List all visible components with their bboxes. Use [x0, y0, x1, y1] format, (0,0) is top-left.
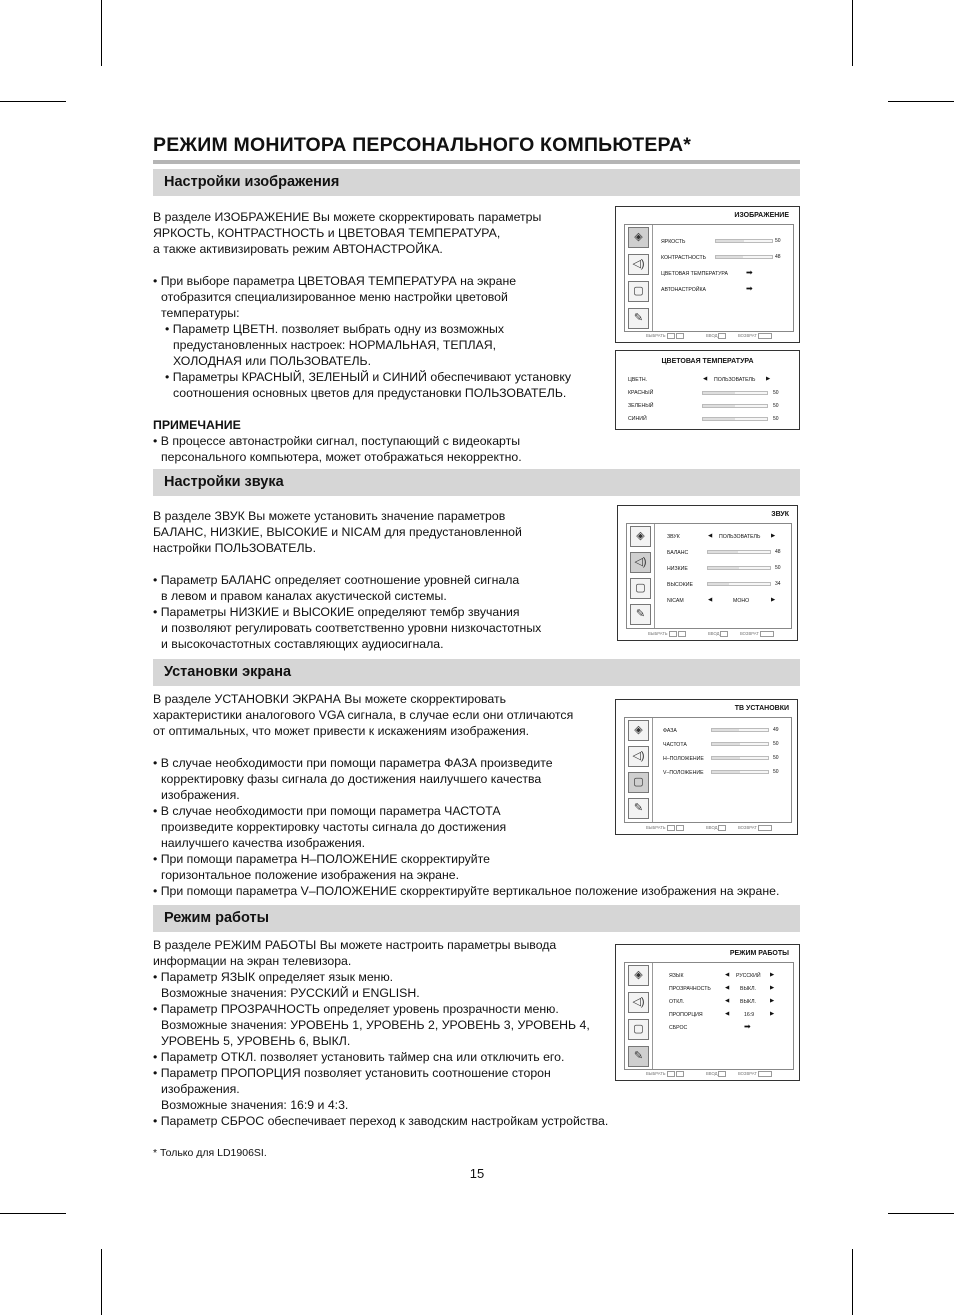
text-line: от оптимальных, что может привести к искажениям изображения.	[153, 724, 530, 738]
picture-icon: ◈	[628, 965, 649, 986]
text-line: • Параметр СБРОС обеспечивает переход к заводским настройкам устройства.	[153, 1114, 609, 1128]
osd-inner	[624, 717, 792, 823]
picture-icon: ◈	[628, 227, 649, 248]
balance-slider	[707, 550, 771, 554]
osd-tv-settings-menu	[615, 699, 798, 835]
osd-row-value: 16:9	[744, 1012, 755, 1018]
wrench-icon: ✎	[628, 1046, 649, 1067]
osd-title: РЕЖИМ РАБОТЫ	[729, 950, 789, 957]
left-arrow-icon: ◀	[725, 972, 730, 978]
text-line: произведите корректировку частоты сигнала до достижения	[161, 820, 507, 834]
osd-row-label: ПРОПОРЦИЯ	[669, 1012, 703, 1018]
crop-mark	[0, 101, 66, 102]
text-line: корректировку фазы сигнала до достижения наилучшего качества	[161, 772, 542, 786]
text-line: изображения.	[161, 788, 240, 802]
right-arrow-icon: ▶	[770, 998, 775, 1004]
left-arrow-icon: ◀	[725, 1011, 730, 1017]
osd-row-value: ВЫКЛ.	[740, 999, 756, 1005]
enter-arrow-icon: ➡	[746, 284, 753, 293]
osd-sound-menu	[617, 505, 798, 641]
text-line: и позволяют регулировать соответственно уровни низкочастотных	[161, 621, 542, 635]
footer-select: ВЫБРАТЬ	[646, 825, 684, 831]
osd-row-label: NICAM	[667, 598, 684, 604]
footer-back: ВОЗВРАТ	[738, 825, 772, 831]
text-line: в левом и правом каналах акустической системы.	[161, 589, 447, 603]
osd-title: ИЗОБРАЖЕНИЕ	[734, 212, 789, 219]
footer-back: ВОЗВРАТ	[738, 333, 772, 339]
right-arrow-icon: ▶	[770, 972, 775, 978]
osd-row-value: 50	[773, 755, 779, 761]
osd-row-label: КРАСНЫЙ	[628, 390, 654, 396]
speaker-icon: ◁)	[628, 254, 649, 275]
screen-icon: ▢	[628, 772, 649, 793]
enter-arrow-icon: ➡	[746, 268, 753, 277]
section-heading: Настройки звука	[164, 474, 284, 490]
osd-row-label: СИНИЙ	[628, 416, 647, 422]
crop-mark	[888, 1213, 954, 1214]
osd-row-value: ПОЛЬЗОВАТЕЛЬ	[714, 377, 756, 383]
osd-row-value: ВЫКЛ.	[740, 986, 756, 992]
text-line: горизонтальное положение изображения на экране.	[161, 868, 460, 882]
osd-row-label: НИЗКИЕ	[667, 566, 688, 572]
section-heading: Режим работы	[164, 910, 269, 926]
osd-image-menu	[615, 206, 800, 343]
text-line: Возможные значения: УРОВЕНЬ 1, УРОВЕНЬ 2, УРОВЕНЬ 3, УРОВЕНЬ 4,	[161, 1018, 590, 1032]
osd-row-value: 50	[775, 565, 781, 571]
h-position-slider	[711, 756, 769, 760]
text-line: отобразится специализированное меню настройки цветовой	[161, 290, 508, 304]
v-position-slider	[711, 770, 769, 774]
footer-enter: ВВОД	[706, 333, 726, 339]
osd-title: ТВ УСТАНОВКИ	[734, 705, 789, 712]
osd-row-label: ПРОЗРАЧНОСТЬ	[669, 986, 711, 992]
right-arrow-icon: ▶	[770, 985, 775, 991]
section-body-mode	[153, 937, 608, 1129]
osd-row-value: 50	[773, 390, 779, 396]
text-line: ЯРКОСТЬ, КОНТРАСТНОСТЬ и ЦВЕТОВАЯ ТЕМПЕРАТУРА,	[153, 226, 501, 240]
osd-colortemp-menu	[615, 350, 800, 430]
text-line: В разделе ИЗОБРАЖЕНИЕ Вы можете скорректировать параметры	[153, 210, 542, 224]
osd-row-value: МОНО	[733, 598, 750, 604]
text-line: температуры:	[161, 306, 240, 320]
speaker-icon: ◁)	[628, 992, 649, 1013]
wrench-icon: ✎	[628, 308, 649, 329]
footer-back: ВОЗВРАТ	[740, 631, 774, 637]
footer-enter: ВВОД	[706, 1071, 726, 1077]
left-arrow-icon: ◀	[708, 597, 713, 603]
text-line: • Параметры НИЗКИЕ и ВЫСОКИЕ определяют тембр звучания	[153, 605, 520, 619]
section-heading: Настройки изображения	[164, 174, 340, 190]
footnote: * Только для LD1906SI.	[153, 1147, 267, 1159]
osd-row-value: 50	[773, 769, 779, 775]
text-line: • Параметр БАЛАНС определяет соотношение уровней сигнала	[153, 573, 520, 587]
osd-row-value: 50	[773, 741, 779, 747]
osd-row-value: 48	[775, 549, 781, 555]
osd-icon-column	[625, 225, 653, 331]
text-line: наилучшего качества изображения.	[161, 836, 366, 850]
footer-select: ВЫБРАТЬ	[646, 1071, 684, 1077]
footer-enter: ВВОД	[706, 825, 726, 831]
text-line: персонального компьютера, может отображаться некорректно.	[161, 450, 522, 464]
text-line: предустановленных настроек: НОРМАЛЬНАЯ, ТЕПЛАЯ,	[173, 338, 497, 352]
footer-back: ВОЗВРАТ	[738, 1071, 772, 1077]
osd-mode-menu	[615, 944, 800, 1081]
osd-title: ЦВЕТОВАЯ ТЕМПЕРАТУРА	[661, 358, 754, 365]
osd-row-value: 34	[775, 581, 781, 587]
osd-row-label: ВЫСОКИЕ	[667, 582, 693, 588]
text-line: характеристики аналогового VGA сигнала, в случае если они отличаются	[153, 708, 574, 722]
text-line: • В случае необходимости при помощи параметра ЧАСТОТА	[153, 804, 501, 818]
osd-footer	[636, 333, 793, 340]
picture-icon: ◈	[630, 526, 651, 547]
osd-row-label: КОНТРАСТНОСТЬ	[661, 255, 707, 261]
osd-icon-column	[625, 718, 653, 822]
speaker-icon: ◁)	[628, 746, 649, 767]
text-line: Возможные значения: 16:9 и 4:3.	[161, 1098, 349, 1112]
text-line: • Параметры КРАСНЫЙ, ЗЕЛЕНЫЙ и СИНИЙ обеспечивают установку	[165, 370, 572, 384]
picture-icon: ◈	[628, 720, 649, 741]
speaker-icon: ◁)	[630, 552, 651, 573]
text-line: В разделе РЕЖИМ РАБОТЫ Вы можете настроить параметры вывода	[153, 938, 557, 952]
osd-row-label: V–ПОЛОЖЕНИЕ	[663, 770, 704, 776]
page-title: РЕЖИМ МОНИТОРА ПЕРСОНАЛЬНОГО КОМПЬЮТЕРА*	[153, 134, 692, 156]
bass-slider	[707, 566, 771, 570]
section-heading: Установки экрана	[164, 664, 292, 680]
text-line: • При помощи параметра V–ПОЛОЖЕНИЕ скорректируйте вертикальное положение изображения на экране.	[153, 884, 780, 898]
text-line: УРОВЕНЬ 5, УРОВЕНЬ 6, ВЫКЛ.	[161, 1034, 351, 1048]
osd-row-label: ЦВЕТОВАЯ ТЕМПЕРАТУРА	[661, 271, 729, 277]
footer-select: ВЫБРАТЬ	[646, 333, 684, 339]
screen-icon: ▢	[628, 1019, 649, 1040]
osd-row-label: АВТОНАСТРОЙКА	[661, 287, 706, 293]
osd-row-label: СБРОС	[669, 1025, 688, 1031]
footer-enter: ВВОД	[708, 631, 728, 637]
osd-row-value: 50	[775, 238, 781, 244]
osd-row-label: ОТКЛ.	[669, 999, 685, 1005]
text-line: настройки ПОЛЬЗОВАТЕЛЬ.	[153, 541, 317, 555]
text-line: соотношения основных цветов для предустановки ПОЛЬЗОВАТЕЛЬ.	[173, 386, 567, 400]
text-line: Возможные значения: РУССКИЙ и ENGLISH.	[161, 986, 420, 1000]
osd-row-value: 48	[775, 254, 781, 260]
osd-row-value: 49	[773, 727, 779, 733]
text-line: • При помощи параметра H–ПОЛОЖЕНИЕ скорректируйте	[153, 852, 490, 866]
osd-row-value: 50	[773, 403, 779, 409]
note-title: ПРИМЕЧАНИЕ	[153, 418, 241, 432]
osd-title: ЗВУК	[771, 511, 789, 518]
crop-mark	[101, 1249, 102, 1315]
crop-mark	[852, 0, 853, 66]
left-arrow-icon: ◀	[703, 376, 708, 382]
contrast-slider	[715, 255, 773, 259]
text-line: ХОЛОДНАЯ или ПОЛЬЗОВАТЕЛЬ.	[173, 354, 372, 368]
frequency-slider	[711, 742, 769, 746]
right-arrow-icon: ▶	[770, 1011, 775, 1017]
section-header-screen	[153, 659, 800, 686]
osd-row-label: ЗЕЛЕНЫЙ	[628, 403, 654, 409]
right-arrow-icon: ▶	[771, 533, 776, 539]
text-line: • Параметр ПРОПОРЦИЯ позволяет установить соотношение сторон	[153, 1066, 551, 1080]
left-arrow-icon: ◀	[708, 533, 713, 539]
section-header-image	[153, 169, 800, 196]
text-line: В разделе ЗВУК Вы можете установить значение параметров	[153, 509, 506, 523]
section-body-sound	[153, 508, 541, 652]
osd-footer	[636, 825, 791, 832]
osd-inner	[624, 224, 794, 332]
section-header-sound	[153, 469, 800, 496]
brightness-slider	[715, 239, 773, 243]
text-line: • При выборе параметра ЦВЕТОВАЯ ТЕМПЕРАТУРА на экране	[153, 274, 517, 288]
text-line: изображения.	[161, 1082, 240, 1096]
section-body-image	[153, 209, 571, 465]
crop-mark	[852, 1249, 853, 1315]
text-line: а также активизировать режим АВТОНАСТРОЙКА.	[153, 242, 443, 256]
wrench-icon: ✎	[630, 604, 651, 625]
wrench-icon: ✎	[628, 798, 649, 819]
text-line: информации на экран телевизора.	[153, 954, 352, 968]
screen-icon: ▢	[630, 578, 651, 599]
osd-row-label: БАЛАНС	[667, 550, 689, 556]
osd-footer	[638, 631, 791, 638]
footer-select: ВЫБРАТЬ	[648, 631, 686, 637]
left-arrow-icon: ◀	[725, 985, 730, 991]
text-line: • Параметр ОТКЛ. позволяет установить таймер сна или отключить его.	[153, 1050, 565, 1064]
red-slider	[702, 391, 768, 395]
left-arrow-icon: ◀	[725, 998, 730, 1004]
enter-arrow-icon: ➡	[744, 1022, 751, 1031]
phase-slider	[711, 728, 769, 732]
osd-row-label: H–ПОЛОЖЕНИЕ	[663, 756, 704, 762]
right-arrow-icon: ▶	[771, 597, 776, 603]
crop-mark	[888, 101, 954, 102]
text-line: В разделе УСТАНОВКИ ЭКРАНА Вы можете скорректировать	[153, 692, 507, 706]
blue-slider	[702, 417, 768, 421]
screen-icon: ▢	[628, 281, 649, 302]
text-line: • В процессе автонастройки сигнал, поступающий с видеокарты	[153, 434, 521, 448]
osd-row-label: ЦВЕТН.	[628, 377, 648, 383]
text-line: • Параметр ПРОЗРАЧНОСТЬ определяет уровень прозрачности меню.	[153, 1002, 559, 1016]
text-line: • Параметр ЯЗЫК определяет язык меню.	[153, 970, 394, 984]
osd-icon-column	[625, 963, 653, 1069]
osd-icon-column	[627, 524, 655, 628]
green-slider	[702, 404, 768, 408]
crop-mark	[0, 1213, 66, 1214]
osd-row-value: РУССКИЙ	[736, 973, 761, 979]
text-line: • Параметр ЦВЕТН. позволяет выбрать одну из возможных	[165, 322, 505, 336]
osd-row-label: ЗВУК	[667, 534, 680, 540]
osd-row-label: ФАЗА	[663, 728, 677, 734]
osd-inner	[626, 523, 792, 629]
crop-mark	[101, 0, 102, 66]
title-rule	[153, 160, 800, 164]
right-arrow-icon: ▶	[766, 376, 771, 382]
osd-row-value: ПОЛЬЗОВАТЕЛЬ	[719, 534, 761, 540]
page-number: 15	[469, 1166, 485, 1181]
text-line: и высокочастотных составляющих аудиосигнала.	[161, 637, 444, 651]
text-line: • В случае необходимости при помощи параметра ФАЗА произведите	[153, 756, 553, 770]
osd-inner	[624, 962, 794, 1070]
osd-row-label: ЯРКОСТЬ	[661, 239, 686, 245]
osd-footer	[636, 1071, 793, 1078]
section-header-mode	[153, 905, 800, 932]
treble-slider	[707, 582, 771, 586]
osd-row-value: 50	[773, 416, 779, 422]
osd-row-label: ЧАСТОТА	[663, 742, 687, 748]
text-line: БАЛАНС, НИЗКИЕ, ВЫСОКИЕ и NICAM для предустановленной	[153, 525, 522, 539]
osd-row-label: ЯЗЫК	[669, 973, 684, 979]
